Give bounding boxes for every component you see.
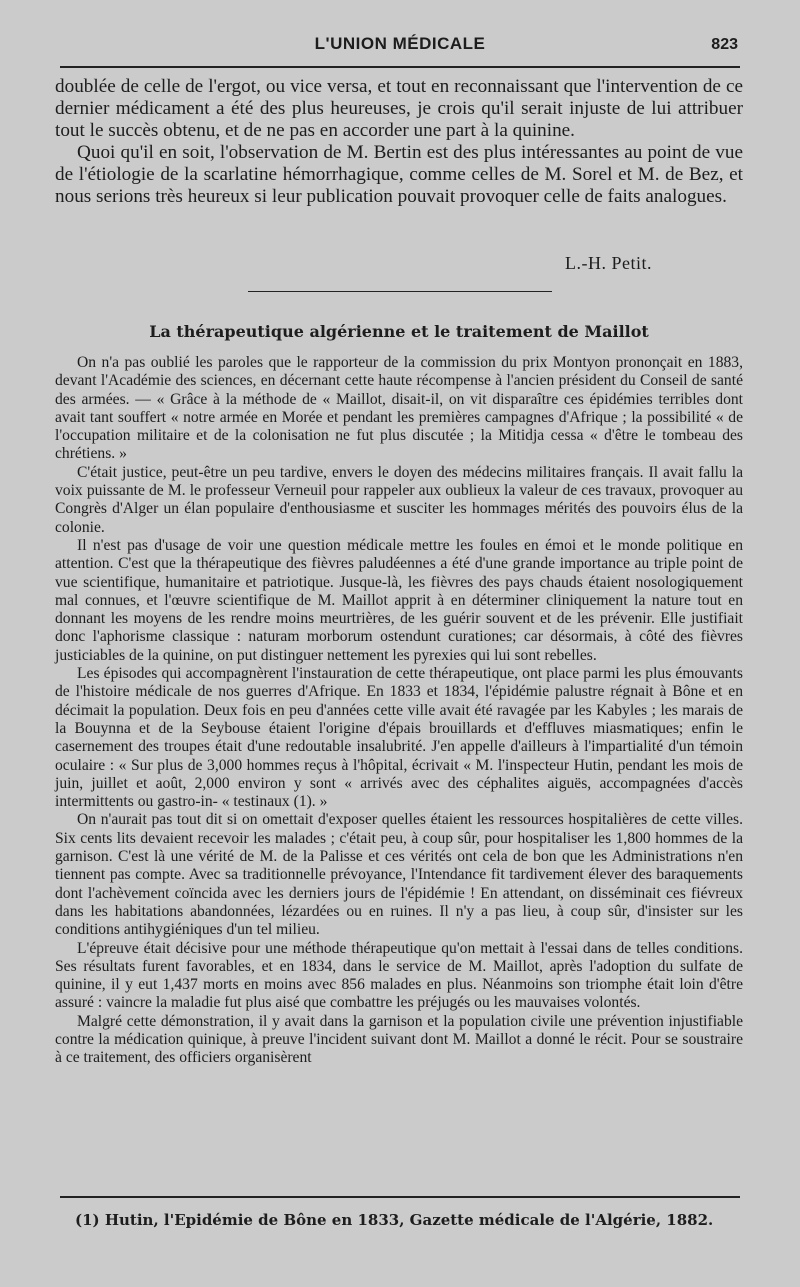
section-divider <box>248 291 552 292</box>
page-number: 823 <box>711 36 738 53</box>
paragraph: Quoi qu'il en soit, l'observation de M. Bertin est des plus intéressantes au point de vue de l'étiologie de la scarlatine hémorrhagique, comme celles de M. Sorel et M. de Bez, et nous serions très heureux si leur publication pouvait provoquer celle de faits analogues. <box>55 142 743 207</box>
footnote-rule <box>60 1196 740 1198</box>
header-rule <box>60 66 740 68</box>
article-body <box>55 354 743 1068</box>
page-header <box>60 34 740 62</box>
previous-article-text <box>55 76 743 208</box>
paragraph: On n'aurait pas tout dit si on omettait d'exposer quelles étaient les ressources hospitalières de cette villes. Six cents lits devaient recevoir les malades ; c'était peu, à coup sûr, pour hospitaliser les 1,800 hommes de la garnison. C'est là une vérité de M. de la Palisse et ces vérités ont cela de bon que les Administrations n'en tiennent pas compte. Avec sa traditionnelle prévoyance, l'Intendance fit tardivement élever des baraquements dont l'achèvement coïncida avec les derniers jours de l'épidémie ! En attendant, on disséminait ces fiévreux dans les habitations abandonnées, lézardées ou en ruines. Il n'y a pas lieu, à coup sûr, d'insister sur les conditions antihygiéniques d'un tel milieu. <box>55 811 743 939</box>
paragraph: L'épreuve était décisive pour une méthode thérapeutique qu'on mettait à l'essai dans de telles conditions. Ses résultats furent favorables, et en 1834, dans le service de M. Maillot, après l'adoption du sulfate de quinine, il y eut 1,437 morts en moins avec 856 malades en plus. Néanmoins son triomphe était loin d'être assuré : vaincre la maladie fut plus aisé que combattre les préjugés ou les mauvaises volontés. <box>55 939 743 1012</box>
article-title: La thérapeutique algérienne et le traitement de Maillot <box>149 322 649 341</box>
footnote: (1) Hutin, l'Epidémie de Bône en 1833, Gazette médicale de l'Algérie, 1882. <box>75 1211 714 1229</box>
paragraph: On n'a pas oublié les paroles que le rapporteur de la commission du prix Montyon prononçait en 1883, devant l'Académie des sciences, en décernant cette haute récompense à l'ancien président du Conseil de santé des armées. — « Grâce à la méthode de « Maillot, disait-il, on vit disparaître ces épidémies terribles dont avait tant souffert « notre armée en Morée et pendant les premières campagnes d'Afrique ; la possibilité « de l'occupation militaire et de la colonisation ne fut plus discutée ; la Mitidja cessa « d'être le tombeau des chrétiens. » <box>55 354 743 463</box>
paragraph: doublée de celle de l'ergot, ou vice versa, et tout en reconnaissant que l'intervention de ce dernier médicament a été des plus heureuses, je crois qu'il serait injuste de lui attribuer tout le succès obtenu, et de ne pas en accorder une part à la quinine. <box>55 76 743 141</box>
paragraph: C'était justice, peut-être un peu tardive, envers le doyen des médecins militaires français. Il avait fallu la voix puissante de M. le professeur Verneuil pour rappeler aux oublieux la valeur de ces travaux, provoquer au Congrès d'Alger un élan populaire d'enthousiasme et susciter les hommages mérités des pouvoirs élus de la colonie. <box>55 463 743 536</box>
paragraph: Il n'est pas d'usage de voir une question médicale mettre les foules en émoi et le monde politique en attention. C'est que la thérapeutique des fièvres paludéennes a été d'une grande importance au triple point de vue scientifique, humanitaire et patriotique. Jusque-là, les fièvres des pays chauds étaient nosologiquement mal connues, et l'œuvre scientifique de M. Maillot apprit à en déterminer cliniquement la nature tout en donnant les moyens de les rendre moins meurtrières, de les guérir souvent et de les prévenir. Elle justifiait donc l'aphorisme classique : naturam morborum ostendunt curationes; car désormais, à côté des fièvres justiciables de la quinine, on put distinguer nettement les pyrexies qui lui sont rebelles. <box>55 536 743 664</box>
running-title: L'UNION MÉDICALE <box>314 34 486 53</box>
paragraph: Les épisodes qui accompagnèrent l'instauration de cette thérapeutique, ont place parmi les plus émouvants de l'histoire médicale de nos guerres d'Afrique. En 1833 et 1834, l'épidémie palustre régnait à Bône et en décimait la population. Deux fois en peu d'années cette ville avait été ravagée par les Kabyles ; les marais de la Bouynna et de la Seybouse étaient l'origine d'épais brouillards et d'effluves miasmatiques; enfin le casernement des troupes était d'une redoutable insalubrité. J'en appelle d'ailleurs à l'impartialité d'un témoin oculaire : « Sur plus de 3,000 hommes reçus à l'hôpital, écrivait « M. l'inspecteur Hutin, pendant les mois de juin, juillet et août, 2,000 environ y sont « arrivés avec des céphalites aiguës, accompagnées d'accès intermittents ou gastro-in- « testinaux (1). » <box>55 665 743 811</box>
author-signature: L.-H. Petit. <box>565 253 652 273</box>
paragraph: Malgré cette démonstration, il y avait dans la garnison et la population civile une prévention injustifiable contre la médication quinique, à preuve l'incident suivant dont M. Maillot a donné le récit. Pour se soustraire à ce traitement, des officiers organisèrent <box>55 1012 743 1067</box>
